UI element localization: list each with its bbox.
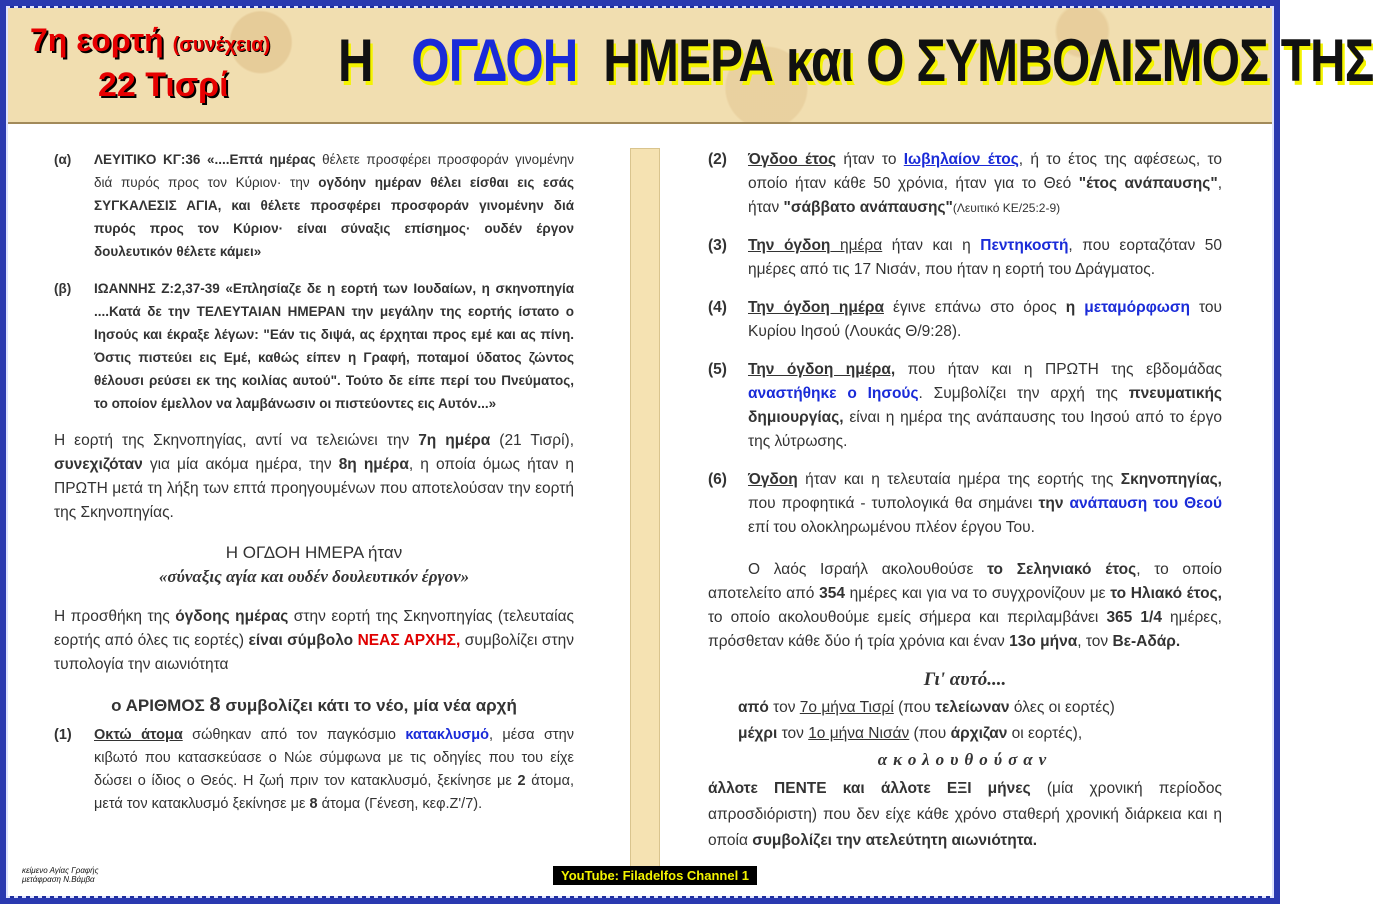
- quote-a-number: (α): [54, 152, 72, 167]
- youtube-channel-label: YouTube: Filadelfos Channel 1: [553, 866, 757, 885]
- list-item-3-number: (3): [708, 237, 727, 254]
- list-item-2-number: (2): [708, 151, 727, 168]
- right-column: [708, 148, 1222, 854]
- list-item-1-number: (1): [54, 727, 72, 743]
- paragraph-eternity: άλλοτε ΠΕΝΤΕ και άλλοτε ΕΞΙ μήνες (μία χρονική περίοδος απροσδιόριστη) που δεν είχε κάθε χρόνο σταθερή χρονική διάρκεια και η οποία συμβολίζει την ατελεύτητη αιωνιότητα.: [708, 780, 1222, 849]
- list-item-5-text: Την όγδοη ημέρα, που ήταν και η ΠΡΩΤΗ της εβδομάδας αναστήθηκε ο Ιησούς. Συμβολίζει την αρχή της πνευματικής δημιουργίας, είναι η ημέρα της ανάπαυσης του Ιησού από το έργο της λύτρωσης.: [748, 361, 1223, 450]
- translation-credit: κείμενο Αγίας Γραφής μετάφραση Ν.Βάμβα: [22, 866, 99, 884]
- feast-date: 22 Τισρί: [98, 66, 229, 104]
- paragraph-new-beginning: Η προσθήκη της όγδοης ημέρας στην εορτή της Σκηνοπηγίας (τελευταίας εορτής από όλες τις εορτές) είναι σύμβολο ΝΕΑΣ ΑΡΧΗΣ, συμβολίζει στην τυπολογία την αιωνιότητα: [54, 608, 574, 673]
- title-rest: ΗΜΕΡΑ και Ο ΣΥΜΒΟΛΙΣΜΟΣ ΤΗΣ: [603, 27, 1373, 94]
- header-banner: [8, 8, 1373, 124]
- list-item-4-text: Την όγδοη ημέρα έγινε επάνω στο όρος η μεταμόρφωση του Κυρίου Ιησού (Λουκάς Θ/9:28).: [748, 299, 1222, 340]
- paragraph-calendar: Ο λαός Ισραήλ ακολουθούσε το Σεληνιακό έτος, το οποίο αποτελείτο από 354 ημέρες και για να το συγχρονίζουν με το Ηλιακό έτος, το οποίο ακολουθούμε εμείς σήμερα και περιλαμβάνει 365 1/4 ημέρες, πρόσθεταν κάθε δύο ή τρία χρόνια και έναν 13ο μήνα, τον Βε-Αδάρ.: [708, 561, 1222, 650]
- quote-a: [54, 148, 574, 263]
- paragraph-sukkot: Η εορτή της Σκηνοπηγίας, αντί να τελειώνει την 7η ημέρα (21 Τισρί), συνεχιζόταν για μία ακόμα ημέρα, την 8η ημέρα, η οποία όμως ήταν η ΠΡΩΤΗ μετά τη λήξη των επτά προηγουμένων που αποτελούσαν την εορτή της Σκηνοπηγίας.: [54, 432, 574, 521]
- title-highlight: ΟΓΔΟΗ: [411, 27, 578, 94]
- list-item-3: [708, 234, 1222, 282]
- list-item-4-number: (4): [708, 299, 727, 316]
- list-item-6: [708, 468, 1222, 540]
- quote-b-number: (β): [54, 281, 72, 296]
- heading-eighth-day: Η ΟΓΔΟΗ ΗΜΕΡΑ ήταν: [225, 543, 403, 562]
- page-title: [338, 26, 1373, 95]
- quote-b-text: ΙΩΑΝΝΗΣ Ζ:2,37-39 «Επλησίαζε δε η εορτή των Ιουδαίων, η σκηνοπηγία ....Κατά δε την ΤΕΛΕΥΤΑΙΑΝ ΗΜΕΡΑΝ την μεγάλην της εορτής ίστατο ο Ιησούς και έκραξε λέγων: "Εάν τις διψά, ας έρχηται προς εμέ και ας πίνη. Όστις πιστεύει εις Εμέ, καθώς είπεν η Γραφή, ποταμοί ύδατος ζώντος θέλουσι ρεύσει εκ της κοιλίας αυτού". Τούτο δε είπε περί του Πνεύματος, το οποίον έμελλον να λαμβάνωσιν οι πιστεύοντες εις Αυτόν...»: [94, 281, 575, 411]
- list-item-3-text: Την όγδοη ημέρα ήταν και η Πεντηκοστή, που εορταζόταν 50 ημέρες από τις 17 Νισάν, που ήταν η εορτή του Δράγματος.: [748, 237, 1223, 278]
- heading-eighth-day-quote: «σύναξις αγία και ουδέν δουλευτικόν έργον»: [158, 567, 470, 586]
- list-item-5: [708, 358, 1222, 454]
- list-item-1: [54, 724, 574, 816]
- line-from: από τον 7ο μήνα Τισρί (που τελείωναν όλες οι εορτές): [738, 699, 1115, 716]
- line-until: μέχρι τον 1ο μήνα Νισάν (που άρχιζαν οι εορτές),: [738, 725, 1083, 742]
- heading-followed: ακολουθούσαν: [877, 750, 1053, 769]
- list-item-4: [708, 296, 1222, 344]
- heading-number-eight: ο ΑΡΙΘΜΟΣ 8 συμβολίζει κάτι το νέο, μία νέα αρχή: [111, 694, 517, 716]
- list-item-6-number: (6): [708, 471, 727, 488]
- column-divider: [630, 148, 660, 882]
- quote-b: [54, 277, 574, 415]
- feast-label: [30, 22, 270, 59]
- feast-number: 7η εορτή: [30, 22, 164, 58]
- list-item-5-number: (5): [708, 361, 727, 378]
- continued-label: (συνέχεια): [172, 34, 271, 56]
- list-item-2-text: Όγδοο έτος ήταν το Ιωβηλαίον έτος, ή το έτος της αφέσεως, το οποίο ήταν κάθε 50 χρόνια, ήταν για το Θεό "έτος ανάπαυσης", ήταν "σάββατο ανάπαυσης"(Λευιτικό ΚΕ/25:2-9): [748, 151, 1222, 216]
- left-column: [54, 148, 574, 830]
- page-content: [8, 8, 1373, 896]
- list-item-1-text: Οκτώ άτομα σώθηκαν από τον παγκόσμιο κατακλυσμό, μέσα στην κιβωτό που κατασκεύασε ο Νώε σύμφωνα με τις οδηγίες που του είχε δώσει ο ίδιος ο Θεός. Η ζωή πριν τον κατακλυσμό, ξεκίνησε με 2 άτομα, μετά τον κατακλυσμό ξεκίνησε με 8 άτομα (Γένεση, κεφ.Ζ'/7).: [94, 727, 575, 812]
- list-item-6-text: Όγδοη ήταν και η τελευταία ημέρα της εορτής της Σκηνοπηγίας, που προφητικά - τυπολογικά θα σημάνει την ανάπαυση του Θεού επί του ολοκληρωμένου πλέον έργου Του.: [748, 471, 1223, 536]
- list-item-2: [708, 148, 1222, 220]
- quote-a-text: ΛΕΥΙΤΙΚΟ ΚΓ:36 «....Επτά ημέρας θέλετε προσφέρει προσφοράν γινομένην διά πυρός προς τον Κύριον· την ογδόην ημέραν θέλει είσθαι εις εσάς ΣΥΓΚΑΛΕΣΙΣ ΑΓΙΑ, και θέλετε προσφέρει προσφοράν γινομένην διά πυρός προς τον Κύριον· είναι σύναξις επίσημος· ουδέν έργον δουλευτικόν θέλετε κάμει»: [94, 152, 574, 259]
- title-article: Η: [338, 27, 373, 94]
- heading-therefore: Γι' αυτό....: [923, 669, 1007, 690]
